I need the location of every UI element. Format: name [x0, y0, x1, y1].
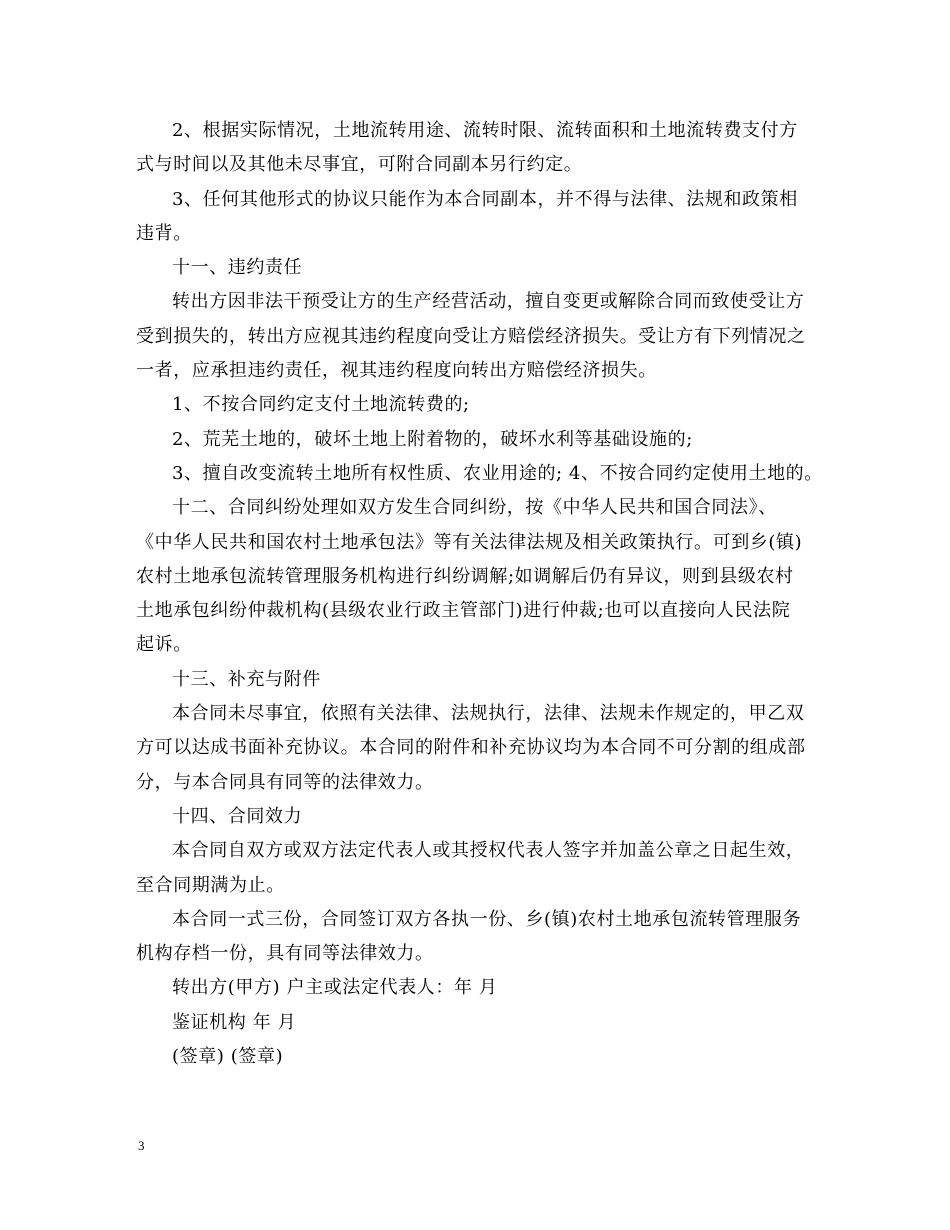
text-line: 转出方(甲方) 户主或法定代表人：年 月 — [172, 977, 498, 999]
text-line: 本合同未尽事宜，依照有关法律、法规执行，法律、法规未作规定的，甲乙双 — [172, 703, 805, 725]
text-line: 十三、补充与附件 — [172, 668, 321, 690]
text-line: 十一、违约责任 — [172, 257, 303, 279]
text-line: 2、根据实际情况，土地流转用途、流转时限、流转面积和土地流转费支付方 — [172, 120, 798, 141]
text-line: 起诉。 — [136, 634, 192, 656]
text-line: 本合同一式三份，合同签订双方各执一份、乡(镇)农村土地承包流转管理服务 — [172, 908, 802, 930]
text-line: 一者，应承担违约责任，视其违约程度向转出方赔偿经济损失。 — [136, 360, 657, 382]
text-line: 分，与本合同具有同等的法律效力。 — [136, 771, 434, 793]
document-body — [136, 114, 826, 1074]
text-line: 违背。 — [136, 222, 192, 244]
text-line: 农村土地承包流转管理服务机构进行纠纷调解;如调解后仍有异议，则到县级农村 — [136, 565, 794, 587]
text-line: 方可以达成书面补充协议。本合同的附件和补充协议均为本合同不可分割的组成部 — [136, 737, 806, 759]
page-number: 3 — [138, 1138, 145, 1153]
text-line: 《中华人民共和国农村土地承包法》等有关法律法规及相关政策执行。可到乡(镇) — [136, 531, 803, 553]
text-line: 机构存档一份，具有同等法律效力。 — [136, 943, 434, 965]
text-line: 式与时间以及其他未尽事宜，可附合同副本另行约定。 — [136, 154, 583, 176]
text-line: 3、擅自改变流转土地所有权性质、农业用途的; 4、不按合同约定使用土地的。 — [172, 462, 823, 484]
text-line: 2、荒芜土地的，破坏土地上附着物的，破坏水利等基础设施的; — [172, 428, 693, 450]
text-line: 至合同期满为止。 — [136, 874, 285, 896]
text-line: 3、任何其他形式的协议只能作为本合同副本，并不得与法律、法规和政策相 — [172, 188, 798, 210]
text-line: 十二、合同纠纷处理如双方发生合同纠纷，按《中华人民共和国合同法》、 — [172, 497, 777, 519]
text-line: 鉴证机构 年 月 — [172, 1011, 297, 1033]
text-line: 受到损失的，转出方应视其违约程度向受让方赔偿经济损失。受让方有下列情况之 — [136, 325, 806, 347]
text-line: 转出方因非法干预受让方的生产经营活动，擅自变更或解除合同而致使受让方 — [172, 291, 805, 313]
text-line: (签章) (签章) — [172, 1046, 284, 1068]
text-line: 十四、合同效力 — [172, 805, 303, 827]
text-line: 土地承包纠纷仲裁机构(县级农业行政主管部门)进行仲裁;也可以直接向人民法院 — [136, 600, 791, 622]
text-line: 1、不按合同约定支付土地流转费的; — [172, 394, 470, 416]
text-line: 本合同自双方或双方法定代表人或其授权代表人签字并加盖公章之日起生效， — [172, 840, 805, 862]
